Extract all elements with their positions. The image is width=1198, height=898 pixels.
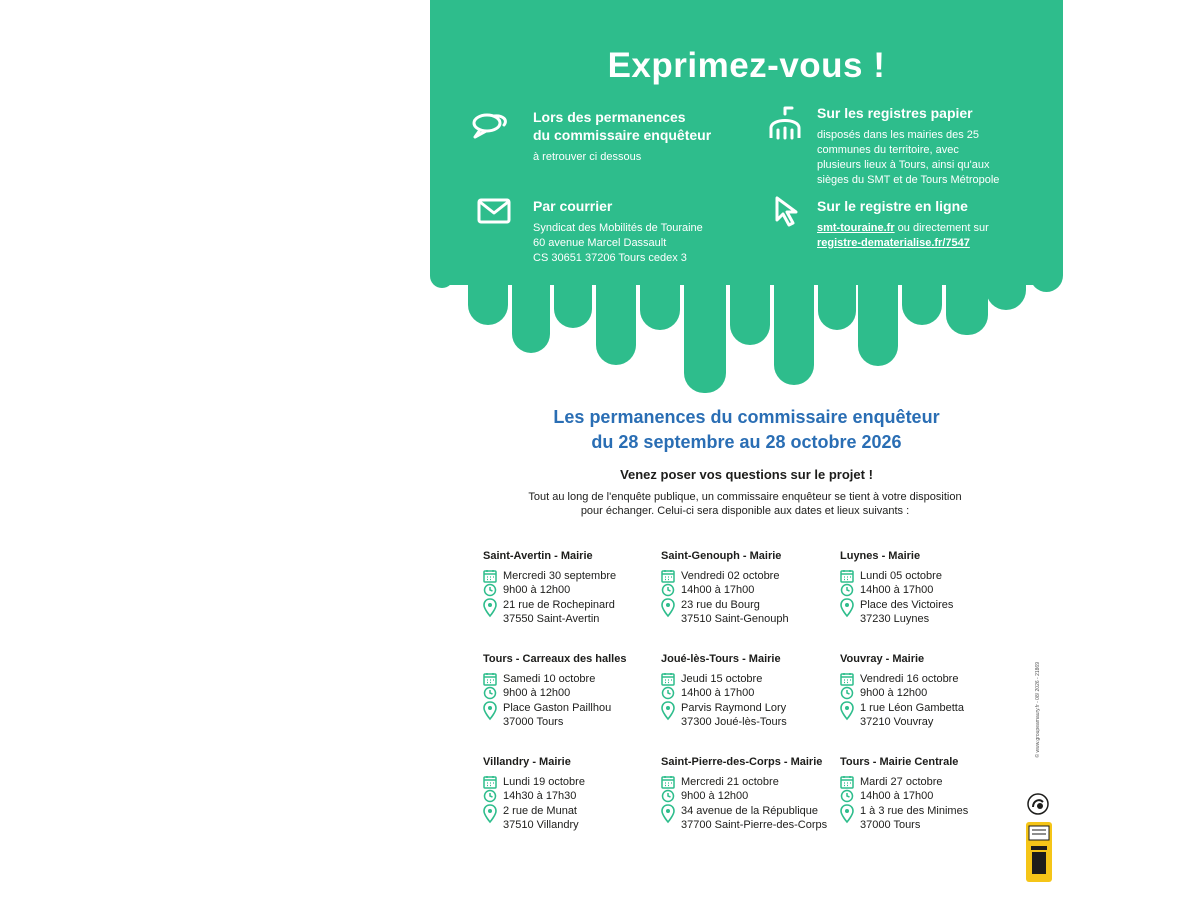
calendar-icon [840, 569, 854, 583]
permanence-place: Tours - Carreaux des halles [483, 653, 627, 665]
permanence-time: 9h00 à 12h00 [503, 687, 571, 699]
permanence-postcode: 37210 Vouvray [860, 716, 934, 728]
permanence-date: Vendredi 02 octobre [681, 569, 780, 582]
permanence-card [840, 652, 1020, 730]
permanence-address: Parvis Raymond Lory [681, 701, 787, 714]
permanence-place: Saint-Genouph - Mairie [661, 550, 782, 562]
permanence-time: 9h00 à 12h00 [503, 584, 571, 596]
permanence-date: Lundi 05 octobre [860, 569, 942, 582]
clock-icon [840, 789, 854, 803]
section-title-line2: du 28 septembre au 28 octobre 2026 [591, 432, 902, 452]
permanence-date: Mercredi 30 septembre [503, 569, 617, 582]
triman-logo-icon [1026, 822, 1052, 882]
way-registres-papier: Sur les registres papier disposés dans les mairies des 25 communes du territoire, avec plusieurs lieux à Tours, ainsi qu'aux sièges du SMT et de Tours Métropole [817, 105, 1000, 186]
cursor-icon [768, 192, 808, 232]
permanence-time: 9h00 à 12h00 [681, 790, 749, 802]
permanence-postcode: 37510 Saint-Genouph [681, 613, 789, 625]
permanence-time: 14h00 à 17h00 [681, 584, 755, 596]
permanence-card [661, 549, 841, 627]
permanence-time: 14h00 à 17h00 [860, 584, 934, 596]
permanence-address: Place des Victoires [860, 598, 954, 611]
permanence-postcode: 37550 Saint-Avertin [503, 613, 600, 625]
permanence-card [483, 652, 663, 730]
speech-bubbles-icon [470, 106, 510, 146]
clock-icon [661, 789, 675, 803]
permanence-place: Tours - Mairie Centrale [840, 756, 959, 768]
calendar-icon [840, 672, 854, 686]
permanence-card [840, 549, 1020, 627]
permanence-card [661, 652, 841, 730]
permanence-date: Mercredi 21 octobre [681, 775, 779, 788]
calendar-icon [483, 569, 497, 583]
permanence-address: 34 avenue de la République [681, 804, 819, 817]
location-pin-icon [840, 804, 854, 824]
permanence-postcode: 37000 Tours [503, 716, 564, 728]
permanence-address: 23 rue du Bourg [681, 598, 760, 611]
link-smt-touraine[interactable]: smt-touraine.fr [817, 222, 895, 234]
way-permanences: Lors des permanences du commissaire enquêteur à retrouver ci dessous [533, 109, 712, 163]
permanence-place: Vouvray - Mairie [840, 653, 925, 665]
permanence-card [840, 755, 1020, 833]
permanence-date: Vendredi 16 octobre [860, 672, 959, 685]
permanence-time: 14h00 à 17h00 [860, 790, 934, 802]
permanence-place: Joué-lès-Tours - Mairie [661, 653, 781, 665]
location-pin-icon [840, 701, 854, 721]
permanence-date: Lundi 19 octobre [503, 775, 585, 788]
town-hall-icon [765, 104, 805, 144]
permanence-time: 14h30 à 17h30 [503, 790, 577, 802]
location-pin-icon [661, 701, 675, 721]
permanence-date: Mardi 27 octobre [860, 775, 943, 788]
permanence-place: Saint-Pierre-des-Corps - Mairie [661, 756, 823, 768]
permanence-date: Jeudi 15 octobre [681, 672, 763, 685]
recycling-logo-icon [1027, 793, 1049, 815]
permanence-card [483, 549, 663, 627]
permanence-address: 21 rue de Rochepinard [503, 598, 615, 611]
calendar-icon [483, 672, 497, 686]
permanence-card [661, 755, 841, 833]
location-pin-icon [840, 598, 854, 618]
calendar-icon [661, 672, 675, 686]
calendar-icon [840, 775, 854, 789]
calendar-icon [483, 775, 497, 789]
permanence-time: 14h00 à 17h00 [681, 687, 755, 699]
clock-icon [483, 583, 497, 597]
permanence-card [483, 755, 663, 833]
permanence-place: Luynes - Mairie [840, 550, 921, 562]
clock-icon [661, 686, 675, 700]
permanence-place: Villandry - Mairie [483, 756, 571, 768]
envelope-icon [474, 192, 514, 232]
location-pin-icon [661, 598, 675, 618]
clock-icon [483, 789, 497, 803]
section-subtitle: Venez poser vos questions sur le projet ! [620, 467, 873, 482]
permanence-time: 9h00 à 12h00 [860, 687, 928, 699]
permanence-date: Samedi 10 octobre [503, 672, 596, 685]
location-pin-icon [483, 804, 497, 824]
way-courrier: Par courrier Syndicat des Mobilités de Touraine 60 avenue Marcel Dassault CS 30651 37206 Tours cedex 3 [533, 198, 703, 264]
section-intro: Tout au long de l'enquête publique, un commissaire enquêteur se tient à votre disposition pour échanger. Celui-ci sera disponible aux dates et lieux suivants : [528, 491, 962, 517]
permanence-address: 1 à 3 rue des Minimes [860, 804, 969, 817]
permanence-address: 1 rue Léon Gambetta [860, 701, 964, 714]
calendar-icon [661, 775, 675, 789]
location-pin-icon [661, 804, 675, 824]
permanence-address: Place Gaston Paillhou [503, 701, 612, 714]
permanence-place: Saint-Avertin - Mairie [483, 550, 593, 562]
clock-icon [483, 686, 497, 700]
section-title-line1: Les permanences du commissaire enquêteur [553, 407, 940, 427]
headline: Exprimez-vous ! [607, 46, 886, 85]
permanence-postcode: 37700 Saint-Pierre-des-Corps [681, 819, 828, 831]
way-registre-en-ligne: Sur le registre en ligne smt-touraine.fr ou directement sur registre-dematerialise.fr/7547 [817, 198, 989, 249]
calendar-icon [661, 569, 675, 583]
location-pin-icon [483, 701, 497, 721]
link-registre-dematerialise[interactable]: registre-dematerialise.fr/7547 [817, 237, 970, 249]
permanence-postcode: 37230 Luynes [860, 613, 930, 625]
permanence-postcode: 37000 Tours [860, 819, 921, 831]
credit-text: © www.groupeamaury.fr - 08/ 2026 - 21869 [1035, 662, 1041, 758]
clock-icon [661, 583, 675, 597]
permanence-address: 2 rue de Munat [503, 804, 577, 817]
location-pin-icon [483, 598, 497, 618]
clock-icon [840, 583, 854, 597]
permanence-postcode: 37300 Joué-lès-Tours [681, 716, 787, 728]
clock-icon [840, 686, 854, 700]
permanence-postcode: 37510 Villandry [503, 819, 579, 831]
